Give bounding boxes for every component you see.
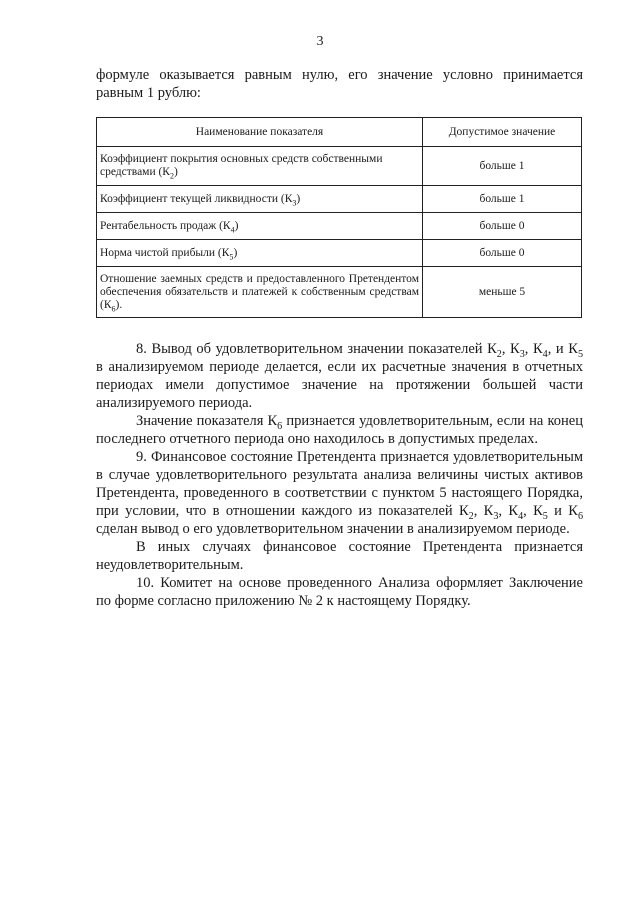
p9-text: , К [473,503,494,519]
indicator-name-end: ). [115,298,123,311]
paragraph-8 [96,340,583,412]
p8-subscript: 4 [542,348,548,360]
indicator-name-end: ) [234,219,239,232]
p9-subscript: 4 [518,510,524,522]
paragraph-10: 10. Комитет на основе проведенного Анализа оформляет Заключение по форме согласно приложению № 2 к настоящему Порядку. [96,575,583,609]
pk6-text: признается удовлетворительным, если на конец последнего отчетного периода оно находилось в допустимых пределах. [96,413,583,447]
table-row [97,147,582,186]
allowed-value-cell: больше 1 [423,147,582,186]
pk6-text: Значение показателя К [136,413,278,429]
p8-subscript: 5 [577,348,584,360]
p8-text: , и К [547,341,578,357]
indicator-name: Коэффициент текущей ликвидности (К [100,192,293,205]
p8-text: в анализируемом периоде делается, если их расчетные значения в отчетных периодах имели допустимое значение на протяжении большей части анализируемого периода. [96,359,583,411]
indicator-subscript: 2 [169,171,175,181]
p9-text: , К [523,503,543,519]
allowed-value-cell: больше 0 [423,213,582,240]
indicator-name-cell [97,267,423,318]
p8-subscript: 2 [496,348,502,360]
header-indicator-name: Наименование показателя [97,118,423,147]
p9-text: сделан вывод о его удовлетворительном значении в анализируемом периоде. [96,521,570,537]
paragraph-9 [96,448,583,538]
p9-subscript: 2 [468,510,474,522]
indicator-subscript: 5 [229,251,234,261]
table-row [97,213,582,240]
table-row [97,240,582,267]
indicators-table [96,117,582,318]
p9-subscript: 6 [577,510,584,522]
indicator-name-end: ) [174,166,178,178]
indicators-table-wrap [96,117,582,318]
allowed-value-cell: меньше 5 [423,267,582,318]
p9-text: , К [498,503,519,519]
indicator-subscript: 3 [292,197,297,207]
indicator-name: Норма чистой прибыли (К [100,246,230,259]
indicator-name: Отношение заемных средств и предоставленного Претендентом обеспечения обязательств и платежей к собственным средствам (К [100,272,419,311]
indicator-name-cell [97,147,423,186]
header-allowed-value: Допустимое значение [423,118,582,147]
indicator-name-cell [97,186,423,213]
allowed-value-cell: больше 1 [423,186,582,213]
indicator-name-end: ) [296,192,301,205]
p8-text: 8. Вывод об удовлетворительном значении показателей К [136,341,497,357]
indicator-name: Коэффициент покрытия основных средств собственными средствами (К [100,153,383,178]
indicator-subscript: 4 [230,224,235,234]
p8-text: , К [501,341,520,357]
p8-subscript: 3 [519,348,525,360]
indicator-name-end: ) [233,246,238,259]
p9-subscript: 5 [542,510,548,522]
paragraph-other-cases: В иных случаях финансовое состояние Претендента признается неудовлетворительным. [96,539,583,573]
body-text [96,340,583,610]
indicator-name: Рентабельность продаж (К [100,219,231,232]
indicator-name-cell [97,213,423,240]
table-header-row [97,118,582,147]
indicator-subscript: 6 [111,303,116,313]
pk6-subscript: 6 [277,420,283,432]
allowed-value-cell: больше 0 [423,240,582,267]
intro-text: формуле оказывается равным нулю, его значение условно принимается равным 1 рублю: [96,67,583,101]
p9-subscript: 3 [493,510,499,522]
p8-text: , К [524,341,543,357]
indicator-name-cell [97,240,423,267]
p9-text: и К [547,503,578,519]
p9-text: 9. Финансовое состояние Претендента признается удовлетворительным в случае удовлетворительного результата анализа величины чистых активов Претендента, проведенного в соответствии с пунктом 5 настоящего Порядка, при условии, что в отношении каждого из показателей К [96,449,583,519]
intro-paragraph [96,66,583,102]
page-number: 3 [316,34,324,49]
table-row [97,186,582,213]
table-row [97,267,582,318]
paragraph-k6 [96,412,583,448]
